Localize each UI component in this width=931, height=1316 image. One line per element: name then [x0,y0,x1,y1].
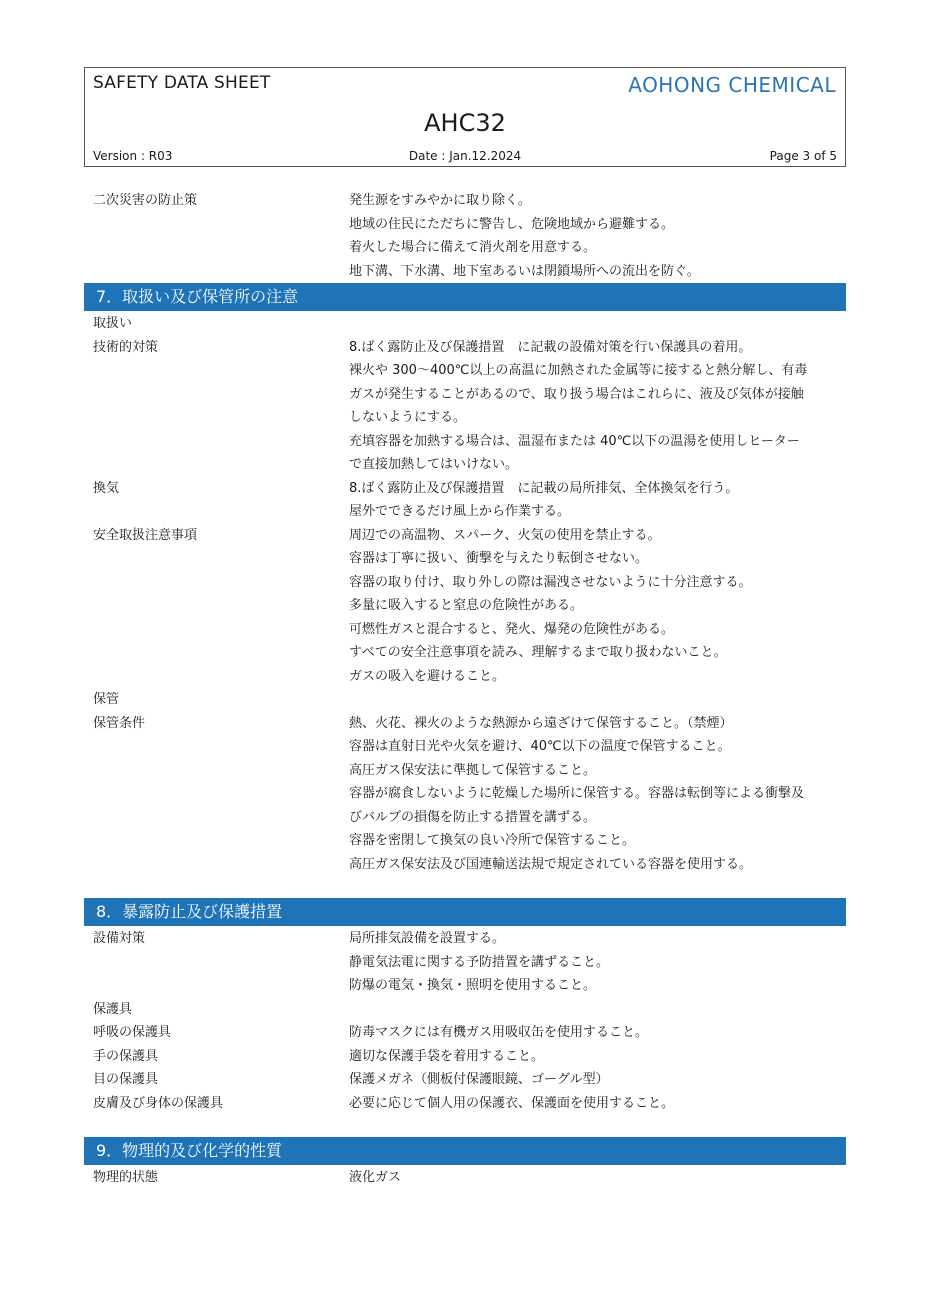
field-value-line: ガスの吸入を避けること。 [349,668,506,684]
field-row [84,336,846,477]
field-value-line: 容器を密閉して換気の良い冷所で保管すること。 [349,833,636,848]
field-label: 目の保護具 [93,1072,159,1087]
field-row [84,524,846,689]
field-value-line: 容器の取り付け、取り外しの際は漏洩させないように十分注意する。 [349,574,752,590]
field-label: 皮膚及び身体の保護具 [93,1095,224,1111]
page-number: Page 3 of 5 [769,149,837,163]
field-value-line: 容器は丁寧に扱い、衝撃を与えたり転倒させない。 [349,551,649,566]
field-label: 安全取扱注意事項 [93,527,198,543]
field-value-line: 液化ガス [349,1170,402,1185]
field-label: 技術的対策 [93,339,159,355]
field-row [84,477,846,524]
field-label: 二次災害の防止策 [93,193,198,208]
section-spacer [84,1115,846,1137]
field-label: 物理的状態 [93,1170,159,1185]
field-values [349,524,846,689]
field-row [84,1092,846,1116]
field-row [84,1021,846,1045]
field-value-line: 局所排気設備を設置する。 [349,931,506,946]
field-value-line: 周辺での高温物、スパーク、火気の使用を禁止する。 [349,527,661,543]
field-value-line: 充填容器を加熱する場合は、温湿布または 40℃以下の温湯を使用しヒーター [349,433,800,449]
field-value-line: 可燃性ガスと混合すると、発火、爆発の危険性がある。 [349,621,675,637]
field-value-line: 多量に吸入すると窒息の危険性がある。 [349,598,584,613]
field-value-line: 熱、火花、裸火のような熱源から遠ざけて保管すること。（禁煙） [349,715,733,731]
field-values [349,1068,846,1092]
field-value-line: すべての安全注意事項を読み、理解するまで取り扱わないこと。 [349,645,727,660]
section-handling-storage [84,312,846,876]
field-value-line: 高圧ガス保安法に準拠して保管すること。 [349,762,597,778]
field-row [84,927,846,998]
field-values [349,1092,846,1116]
field-row [84,712,846,877]
field-value-line: 必要に応じて個人用の保護衣、保護面を使用すること。 [349,1095,675,1111]
field-row [84,1166,846,1190]
field-row [84,998,846,1022]
field-row [84,688,846,712]
field-values [349,189,846,283]
section-physical-chemical-properties [84,1166,846,1190]
company-name: AOHONG CHEMICAL [628,73,836,97]
field-value-line: 防毒マスクには有機ガス用吸収缶を使用すること。 [349,1025,649,1040]
section-secondary-hazard-prevention [84,189,846,283]
field-value-line: 地下溝、下水溝、地下室あるいは閉鎖場所への流出を防ぐ。 [349,263,700,279]
field-value-line: 容器は直射日光や火気を避け、40℃以下の温度で保管すること。 [349,739,731,754]
field-label: 設備対策 [93,931,146,946]
section-spacer [84,876,846,898]
field-label: 取扱い [93,316,133,331]
field-value-line: 裸火や 300～400℃以上の高温に加熱された金属等に接すると熱分解し、有毒 [349,363,808,378]
field-values [349,1021,846,1045]
field-label: 保管条件 [93,715,146,731]
field-row [84,189,846,283]
document-body [84,189,846,1190]
field-value-line: 高圧ガス保安法及び国連輸送法規で規定されている容器を使用する。 [349,856,753,872]
field-values [349,1045,846,1069]
field-values [349,712,846,877]
field-label: 呼吸の保護具 [93,1025,172,1040]
field-label: 換気 [93,480,120,496]
field-values [349,1166,846,1190]
field-value-line: 屋外でできるだけ風上から作業する。 [349,504,571,519]
field-value-line: 容器が腐食しないように乾燥した場所に保管する。容器は転倒等による衝撃及 [349,786,805,801]
date-label: Date : Jan.12.2024 [408,149,522,163]
field-value-line: で直接加熱してはいけない。 [349,457,519,472]
document-type-title: SAFETY DATA SHEET [93,73,271,93]
field-value-line: 8.ばく露防止及び保護措置 に記載の局所排気、全体換気を行う。 [349,480,739,496]
section-heading-physical-chemical-properties: 9．物理的及び化学的性質 [84,1137,846,1165]
field-value-line: しないようにする。 [349,410,467,425]
version-label: Version : R03 [93,149,173,163]
section-exposure-controls [84,927,846,1115]
field-value-line: 防爆の電気・換気・照明を使用すること。 [349,978,597,993]
field-values [349,477,846,524]
field-value-line: 着火した場合に備えて消火剤を用意する。 [349,240,597,255]
document-header [84,67,846,167]
product-name: AHC32 [424,109,506,137]
field-value-line: 静電気法電に関する予防措置を講ずること。 [349,954,610,970]
field-label: 保護具 [93,1001,133,1017]
field-label: 手の保護具 [93,1048,159,1064]
field-value-line: 適切な保護手袋を着用すること。 [349,1048,545,1064]
field-value-line: 保護メガネ（側板付保護眼鏡、ゴーグル型） [349,1072,609,1087]
field-value-line: びバルブの損傷を防止する措置を講ずる。 [349,809,597,825]
field-value-line: 発生源をすみやかに取り除く。 [349,193,531,208]
field-value-line: 8.ばく露防止及び保護措置 に記載の設備対策を行い保護具の着用。 [349,339,752,355]
field-row [84,1045,846,1069]
section-heading-exposure-controls: 8．暴露防止及び保護措置 [84,898,846,926]
field-values [349,336,846,477]
field-label: 保管 [93,692,120,707]
field-row [84,1068,846,1092]
section-heading-handling-storage: 7．取扱い及び保管所の注意 [84,283,846,311]
field-values [349,927,846,998]
field-value-line: ガスが発生することがあるので、取り扱う場合はこれらに、液及び気体が接触 [349,386,804,402]
field-row [84,312,846,336]
field-value-line: 地域の住民にただちに警告し、危険地域から避難する。 [349,216,675,232]
